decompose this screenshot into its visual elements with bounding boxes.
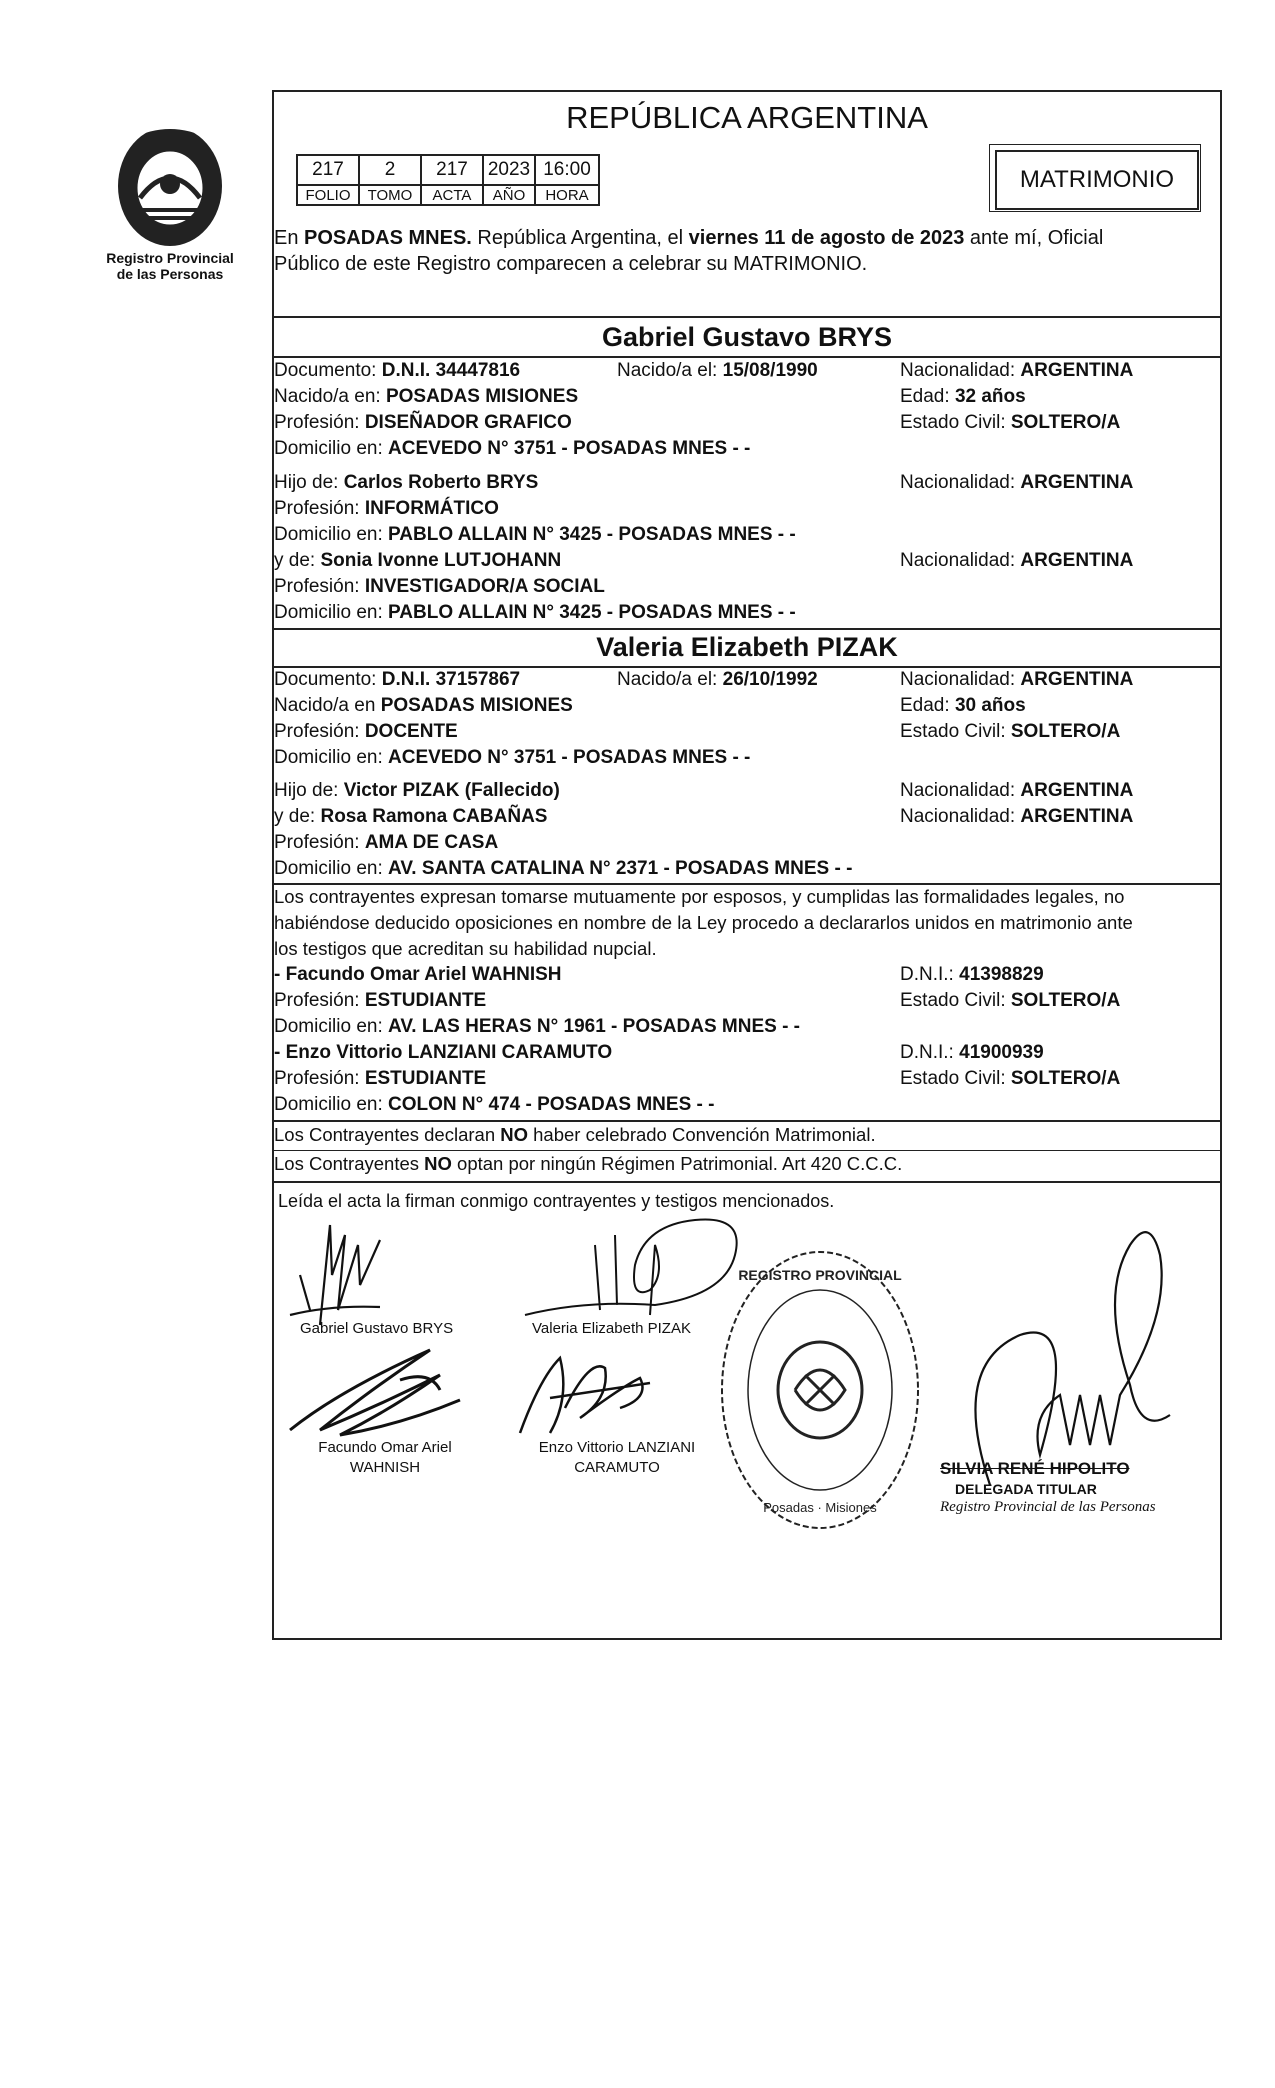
spouse1-civil-status (900, 412, 1120, 434)
spouse2-father (274, 780, 560, 802)
spouse1-nationality (900, 360, 1133, 382)
intro-line2: Público de este Registro comparecen a celebrar su MATRIMONIO. (274, 253, 868, 275)
witness2-address (274, 1094, 714, 1116)
spouse2-born-on (617, 669, 818, 691)
label: Estado Civil: (900, 721, 1011, 742)
tomo-value: 2 (359, 155, 421, 185)
spouse2-mother (274, 806, 547, 828)
label: Profesión: (274, 498, 365, 519)
signature-spouse1 (270, 1215, 470, 1330)
label: Edad: (900, 386, 955, 407)
signature-official (930, 1215, 1205, 1495)
label: Nacido/a en: (274, 386, 386, 407)
divider (272, 1120, 1222, 1122)
witness2-civil-status (900, 1068, 1120, 1090)
value: POSADAS MISIONES (385, 386, 579, 407)
value: AV. LAS HERAS N° 1961 - POSADAS MNES - - (388, 1016, 801, 1037)
label: D.N.I.: (900, 1042, 960, 1063)
spouse1-mother-nationality (900, 550, 1133, 572)
label: Domicilio en: (274, 1094, 389, 1115)
spouse1-father-nationality (900, 472, 1133, 494)
folio-value: 217 (297, 155, 359, 185)
spouse1-born-on (617, 360, 818, 382)
value: ACEVEDO N° 3751 - POSADAS MNES - - (388, 438, 751, 459)
witness2-profession (274, 1068, 486, 1090)
label: Estado Civil: (900, 990, 1011, 1011)
divider (272, 1150, 1222, 1151)
label: Documento: (274, 360, 382, 381)
label: Profesión: (274, 990, 365, 1011)
spouse2-name: Valeria Elizabeth PIZAK (596, 632, 898, 662)
intro-text: En (274, 227, 305, 249)
intro-date: viernes 11 de agosto de 2023 (688, 227, 965, 249)
value: INFORMÁTICO (364, 498, 499, 519)
signature-label-witness2-line1: Enzo Vittorio LANZIANI (538, 1439, 696, 1456)
label: Domicilio en: (274, 747, 389, 768)
signature-label-spouse1: Gabriel Gustavo BRYS (300, 1320, 454, 1337)
label: Profesión: (274, 412, 365, 433)
witness2-name: - Enzo Vittorio LANZIANI CARAMUTO (274, 1042, 613, 1063)
witness1-civil-status (900, 990, 1120, 1012)
spouse1-document (274, 360, 520, 382)
spouse1-father-address (274, 524, 796, 546)
act-type-box (995, 150, 1199, 210)
spouse2-mother-nationality (900, 806, 1133, 828)
svg-text:REGISTRO PROVINCIAL: REGISTRO PROVINCIAL (738, 1267, 902, 1283)
divider (272, 628, 1222, 630)
value: Carlos Roberto BRYS (343, 472, 539, 493)
svg-text:Posadas · Misiones: Posadas · Misiones (763, 1500, 877, 1515)
label: Hijo de: (274, 472, 344, 493)
value: DISEÑADOR GRAFICO (364, 412, 572, 433)
spouse1-age (900, 386, 1026, 408)
declaration-line2: habiéndose deducido oposiciones en nombre de la Ley procedo a declararlos unidos en matrimonio ante (274, 912, 1133, 933)
value: 30 años (954, 695, 1026, 716)
value: SOLTERO/A (1010, 990, 1121, 1011)
label: Domicilio en: (274, 1016, 389, 1037)
value: PABLO ALLAIN N° 3425 - POSADAS MNES - - (388, 524, 796, 545)
label: Nacionalidad: (900, 780, 1021, 801)
value: 26/10/1992 (722, 669, 818, 690)
closing-statement: Leída el acta la firman conmigo contrayentes y testigos mencionados. (278, 1191, 835, 1211)
value: COLON N° 474 - POSADAS MNES - - (388, 1094, 715, 1115)
text: Los Contrayentes declaran (274, 1124, 501, 1145)
intro-text: ante mí, Oficial (964, 227, 1104, 249)
label: Nacido/a el: (617, 669, 723, 690)
value: ARGENTINA (1020, 472, 1134, 493)
text: haber celebrado Convención Matrimonial. (528, 1124, 876, 1145)
value: SOLTERO/A (1010, 412, 1121, 433)
label: Profesión: (274, 721, 365, 742)
emphasis: NO (424, 1153, 452, 1174)
spouse1-address (274, 438, 750, 460)
spouse2-age (900, 695, 1026, 717)
emphasis: NO (500, 1124, 528, 1145)
value: DOCENTE (364, 721, 458, 742)
label: y de: (274, 806, 321, 827)
label: y de: (274, 550, 321, 571)
label: Documento: (274, 669, 382, 690)
spouse1-born-in (274, 386, 578, 408)
value: AMA DE CASA (364, 832, 499, 853)
divider (272, 883, 1222, 885)
spouse1-mother-profession (274, 576, 605, 598)
divider (272, 316, 1222, 318)
spouse1-father-profession (274, 498, 499, 520)
witness1-dni (900, 964, 1044, 986)
spouse2-father-nationality (900, 780, 1133, 802)
label: Nacionalidad: (900, 669, 1021, 690)
page-title: REPÚBLICA ARGENTINA (566, 100, 928, 135)
value: D.N.I. 34447816 (381, 360, 521, 381)
logo-caption-line2: de las Personas (116, 266, 224, 282)
spouse1-father (274, 472, 538, 494)
value: ACEVEDO N° 3751 - POSADAS MNES - - (388, 747, 751, 768)
spouse2-born-in (274, 695, 573, 717)
spouse1-mother-address (274, 602, 796, 624)
divider (272, 1181, 1222, 1183)
witness2-dni (900, 1042, 1044, 1064)
folio-label: FOLIO (297, 185, 359, 205)
spouse2-mother-address (274, 858, 852, 880)
official-office: Registro Provincial de las Personas (940, 1499, 1156, 1515)
value: ESTUDIANTE (364, 990, 487, 1011)
acta-value: 217 (421, 155, 483, 185)
value: ARGENTINA (1020, 806, 1134, 827)
label: Domicilio en: (274, 524, 389, 545)
value: 41900939 (959, 1042, 1044, 1063)
value: 41398829 (959, 964, 1044, 985)
spouse1-mother (274, 550, 561, 572)
value: SOLTERO/A (1010, 721, 1121, 742)
witness1-address (274, 1016, 800, 1038)
label: Estado Civil: (900, 1068, 1011, 1089)
label: Profesión: (274, 1068, 365, 1089)
folio-table (296, 154, 600, 206)
spouse2-mother-profession (274, 832, 498, 854)
label: Profesión: (274, 832, 365, 853)
witness1-name: - Facundo Omar Ariel WAHNISH (274, 964, 562, 985)
value: POSADAS MISIONES (380, 695, 573, 716)
hour-label: HORA (535, 185, 599, 205)
value: ARGENTINA (1020, 360, 1134, 381)
spouse2-nationality (900, 669, 1133, 691)
year-label: AÑO (483, 185, 535, 205)
hour-value: 16:00 (535, 155, 599, 185)
label: Nacionalidad: (900, 806, 1021, 827)
label: Nacido/a el: (617, 360, 723, 381)
value: PABLO ALLAIN N° 3425 - POSADAS MNES - - (388, 602, 796, 623)
intro-line1 (274, 227, 1103, 249)
value: ESTUDIANTE (364, 1068, 487, 1089)
label: Nacionalidad: (900, 550, 1021, 571)
value: D.N.I. 37157867 (381, 669, 521, 690)
label: Domicilio en: (274, 438, 389, 459)
official-name: SILVIA RENÉ HIPOLITO (940, 1459, 1130, 1478)
value: Rosa Ramona CABAÑAS (320, 806, 548, 827)
intro-text: República Argentina, el (471, 227, 689, 249)
label: Nacionalidad: (900, 360, 1021, 381)
label: Nacionalidad: (900, 472, 1021, 493)
value: AV. SANTA CATALINA N° 2371 - POSADAS MNES - - (388, 858, 853, 879)
value: Victor PIZAK (Fallecido) (343, 780, 560, 801)
text: optan por ningún Régimen Patrimonial. Art 420 C.C.C. (451, 1153, 903, 1174)
label: Nacido/a en (274, 695, 381, 716)
label: Domicilio en: (274, 602, 389, 623)
intro-place: POSADAS MNES. (304, 227, 472, 249)
coat-of-arms-logo (100, 118, 240, 258)
logo-caption-line1: Registro Provincial (106, 250, 234, 266)
value: SOLTERO/A (1010, 1068, 1121, 1089)
signature-label-witness1-line2: WAHNISH (349, 1459, 421, 1476)
act-type: MATRIMONIO (1019, 166, 1175, 193)
value: INVESTIGADOR/A SOCIAL (364, 576, 605, 597)
value: ARGENTINA (1020, 669, 1134, 690)
label: Edad: (900, 695, 955, 716)
declaration-line3: los testigos que acreditan su habilidad nupcial. (274, 938, 657, 959)
spouse1-profession (274, 412, 572, 434)
spouse1-name: Gabriel Gustavo BRYS (601, 322, 893, 352)
value: 15/08/1990 (722, 360, 818, 381)
label: Hijo de: (274, 780, 344, 801)
label: Profesión: (274, 576, 365, 597)
official-seal-stamp (715, 1240, 925, 1550)
signature-label-spouse2: Valeria Elizabeth PIZAK (532, 1320, 691, 1337)
convention-line1 (274, 1124, 876, 1146)
year-value: 2023 (483, 155, 535, 185)
label: Domicilio en: (274, 858, 389, 879)
label: D.N.I.: (900, 964, 960, 985)
spouse2-address (274, 747, 750, 769)
convention-line2 (274, 1153, 902, 1175)
tomo-label: TOMO (359, 185, 421, 205)
value: ARGENTINA (1020, 550, 1134, 571)
official-title: DELEGADA TITULAR (955, 1481, 1097, 1497)
value: 32 años (954, 386, 1026, 407)
value: Sonia Ivonne LUTJOHANN (320, 550, 562, 571)
spouse2-civil-status (900, 721, 1120, 743)
label: Estado Civil: (900, 412, 1011, 433)
value: ARGENTINA (1020, 780, 1134, 801)
divider (272, 356, 1222, 358)
signature-witness1 (280, 1330, 480, 1440)
signature-witness2 (510, 1338, 670, 1438)
spouse2-document (274, 669, 520, 691)
acta-label: ACTA (421, 185, 483, 205)
declaration-line1: Los contrayentes expresan tomarse mutuamente por esposos, y cumplidas las formalidades legales, no (274, 886, 1125, 907)
text: Los Contrayentes (274, 1153, 425, 1174)
spouse2-profession (274, 721, 458, 743)
signature-label-witness1-line1: Facundo Omar Ariel (318, 1439, 452, 1456)
witness1-profession (274, 990, 486, 1012)
divider (272, 666, 1222, 668)
signature-label-witness2-line2: CARAMUTO (574, 1459, 660, 1476)
